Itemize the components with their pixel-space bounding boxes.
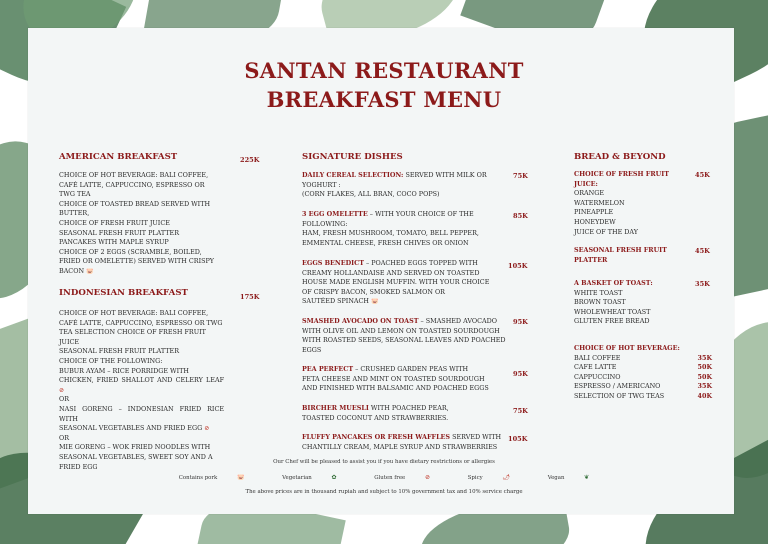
signature-item [302, 433, 507, 452]
signature-item [302, 171, 502, 200]
beverage-item: ESPRESSO / AMERICANO [574, 382, 661, 391]
bread-beyond-heading: BREAD & BEYOND [574, 152, 666, 162]
menu-line: NASI GORENG – INDONESIAN FRIED RICE WITH [59, 404, 224, 423]
vegan-icon: ❦ [584, 474, 590, 481]
dish-name: PEA PERFECT [302, 365, 354, 373]
menu-line-with-pork-icon [59, 267, 219, 277]
dish-description: – CRUSHED GARDEN PEAS WITH [353, 365, 469, 373]
legend-label: Vegan [547, 475, 565, 481]
allergy-note: Our Chef will be pleased to assist you if you have dietary restrictions or allergies [273, 459, 495, 465]
menu-line: FRIED OR OMELETTE) SERVED WITH CRISPY [59, 257, 215, 266]
dish-name: SMASHED AVOCADO ON TOAST [302, 317, 419, 325]
price-note: The above prices are in thousand rupiah and subject to 10% government tax and 10% service charge [245, 489, 523, 495]
menu-line: SEASONAL VEGETABLES, SWEET SOY AND A [59, 452, 213, 461]
dish-description: CREAMY HOLLANDAISE AND SERVED ON TOASTED [302, 268, 480, 277]
toast-item: WHOLEWHEAT TOAST [574, 307, 651, 316]
beverage-price: 50K [697, 372, 712, 381]
juice-item: ORANGE [574, 189, 605, 198]
beverage-price: 35K [697, 353, 712, 362]
beverage-title: CHOICE OF HOT BEVERAGE: [574, 344, 680, 352]
menu-line: CHOICE OF THE FOLLOWING: [59, 356, 163, 365]
toast-title: A BASKET OF TOAST: [574, 279, 653, 287]
menu-line: BUBUR AYAM – RICE PORRIDGE WITH [59, 366, 189, 375]
dish-description: (CORN FLAKES, ALL BRAN, COCO POPS) [302, 190, 440, 199]
juice-item: HONEYDEW [574, 217, 616, 226]
dish-description: EGGS [302, 345, 322, 354]
menu-title: BREAKFAST MENU [266, 87, 502, 112]
dish-description: WITH ROASTED SEEDS, SEASONAL LEAVES AND POACHED [302, 336, 506, 345]
signature-item [302, 259, 507, 307]
juice-price: 45K [695, 171, 710, 179]
menu-line: CHOICE OF TOASTED BREAD SERVED WITH [59, 199, 211, 208]
dish-description: – POACHED EGGS TOPPED WITH [363, 259, 478, 267]
menu-line: OR [59, 395, 70, 404]
dish-description: – WITH YOUR CHOICE OF THE [367, 210, 474, 218]
dish-description: FETA CHEESE AND MINT ON TOASTED SOURDOUGH [302, 374, 485, 383]
dish-name: FLUFFY PANCAKES OR FRESH WAFFLES [302, 433, 451, 441]
restaurant-title: SANTAN RESTAURANT [244, 58, 524, 83]
legend-pork [170, 475, 254, 481]
beverage-item: SELECTION OF TWG TEAS [574, 391, 665, 400]
menu-line: SEASONAL FRESH FRUIT PLATTER [59, 228, 180, 237]
beverage-item: CAFE LATTE [574, 363, 617, 372]
signature-item [302, 317, 507, 355]
beverage-item: BALI COFFEE [574, 353, 621, 362]
legend-vegetarian [273, 475, 345, 481]
menu-line: CAFÉ LATTE, CAPPUCCINO, ESPRESSO OR TWG [59, 318, 223, 327]
signature-item [302, 210, 502, 248]
gluten-free-icon: ⊘ [59, 386, 65, 394]
juice-item: JUICE OF THE DAY [574, 227, 638, 236]
menu-line: BACON [59, 266, 85, 275]
dish-description: WITH OLIVE OIL AND LEMON ON TOASTED SOURDOUGH [302, 326, 500, 335]
menu-line: FRIED EGG [59, 462, 98, 471]
indonesian-breakfast-description [59, 309, 224, 472]
menu-line: SEASONAL FRESH FRUIT PLATTER [59, 347, 180, 356]
dietary-legend [0, 474, 768, 481]
beverage-price: 40K [697, 391, 712, 400]
menu-line: CHOICE OF 2 EGGS (SCRAMBLE, BOILED, [59, 247, 202, 256]
legend-label: Contains pork [178, 475, 218, 481]
dish-description: HOUSE MADE ENGLISH MUFFIN. WITH YOUR CHOICE [302, 278, 490, 287]
gluten-free-icon: ⊘ [424, 474, 430, 481]
menu-line: BUTTER, [59, 209, 90, 218]
legend-label: Gluten free [374, 475, 406, 481]
dish-description: – SMASHED AVOCADO [418, 317, 497, 325]
dish-description: SAUTÉED SPINACH [302, 297, 369, 306]
menu-line: TEA SELECTION CHOICE OF FRESH FRUIT [59, 328, 206, 337]
dish-price: 105K [508, 262, 528, 270]
legend-spicy [459, 475, 519, 481]
menu-line-with-gluten-icon [59, 424, 224, 434]
dish-price: 75K [513, 172, 528, 180]
platter-price: 45K [695, 247, 710, 255]
toast-item: WHITE TOAST [574, 288, 623, 297]
dish-description: FOLLOWING: [302, 219, 348, 228]
platter-title: SEASONAL FRESH FRUIT [574, 246, 667, 254]
pork-icon: 🐷 [86, 267, 94, 275]
dish-price: 95K [513, 318, 528, 326]
vegetarian-icon: ✿ [331, 474, 337, 481]
dish-description: SERVED WITH MILK OR [403, 171, 487, 179]
menu-line: PANCAKES WITH MAPLE SYRUP [59, 238, 169, 247]
juice-title: JUICE: [574, 179, 598, 188]
beverage-prices [692, 354, 712, 402]
menu-line-with-gluten-icon [59, 376, 224, 395]
legend-label: Vegetarian [282, 475, 312, 481]
menu-line: JUICE [59, 337, 80, 346]
menu-line: SEASONAL VEGETABLES AND FRIED EGG [59, 424, 203, 433]
chili-icon: 🌶 [502, 474, 510, 481]
indonesian-breakfast-heading: INDONESIAN BREAKFAST [59, 288, 188, 298]
american-breakfast-price: 225K [240, 156, 260, 164]
toast-item: BROWN TOAST [574, 298, 626, 307]
pork-icon: 🐷 [371, 298, 379, 306]
toast-section [574, 279, 684, 327]
dish-name: 3 EGG OMELETTE [302, 210, 368, 218]
pork-icon: 🐷 [236, 474, 245, 481]
dish-description: YOGHURT : [302, 180, 341, 189]
dish-description: AND FINISHED WITH BALSAMIC AND POACHED EGGS [302, 384, 489, 393]
dish-name: DAILY CEREAL SELECTION: [302, 171, 404, 179]
juice-item: WATERMELON [574, 198, 625, 207]
dish-description: EMMENTAL CHEESE, FRESH CHIVES OR ONION [302, 238, 469, 247]
hot-beverage-section [574, 344, 684, 402]
dish-name: BIRCHER MUESLI [302, 404, 369, 412]
indonesian-breakfast-price: 175K [240, 293, 260, 301]
toast-item: GLUTEN FREE BREAD [574, 317, 650, 326]
dish-price: 95K [513, 370, 528, 378]
dish-description: HAM, FRESH MUSHROOM, TOMATO, BELL PEPPER, [302, 229, 479, 238]
legend-label: Spicy [467, 475, 483, 481]
gluten-free-icon: ⊘ [204, 425, 210, 433]
menu-line: CAFÉ LATTE, CAPPUCCINO, ESPRESSO OR [59, 180, 205, 189]
american-breakfast-description [59, 171, 219, 277]
dish-price: 85K [513, 212, 528, 220]
american-breakfast-heading: AMERICAN BREAKFAST [59, 152, 178, 162]
toast-price: 35K [695, 280, 710, 288]
dish-description: CHANTILLY CREAM, MAPLE SYRUP AND STRAWBERRIES [302, 442, 498, 451]
beverage-price: 35K [697, 382, 712, 391]
fresh-juice-section [574, 170, 684, 237]
menu-line: CHICKEN, FRIED SHALLOT AND CELERY LEAF [59, 376, 224, 385]
signature-item [302, 404, 502, 423]
menu-line: TWG TEA [59, 190, 91, 199]
signature-dishes-heading: SIGNATURE DISHES [302, 152, 403, 162]
menu-line: OR [59, 433, 70, 442]
platter-title: PLATTER [574, 255, 608, 264]
juice-item: PINEAPPLE [574, 208, 614, 217]
beverage-price: 50K [697, 363, 712, 372]
beverage-item: CAPPUCCINO [574, 372, 621, 381]
dish-name: EGGS BENEDICT [302, 259, 364, 267]
dish-description: TOASTED COCONUT AND STRAWBERRIES. [302, 413, 449, 422]
dish-price: 105K [508, 435, 528, 443]
menu-line: CHOICE OF HOT BEVERAGE: BALI COFFEE, [59, 171, 209, 179]
menu-line: CHOICE OF FRESH FRUIT JUICE [59, 218, 170, 227]
legend-vegan [539, 475, 598, 481]
menu-line: CHOICE OF HOT BEVERAGE: BALI COFFEE, [59, 309, 209, 317]
dish-description: OF CRISPY BACON, SMOKED SALMON OR [302, 287, 445, 296]
juice-title: CHOICE OF FRESH FRUIT [574, 170, 669, 178]
dish-description: WITH POACHED PEAR, [368, 404, 449, 412]
legend-gluten-free [365, 475, 439, 481]
menu-line: MIE GORENG – WOK FRIED NOODLES WITH [59, 443, 211, 452]
signature-item [302, 365, 502, 394]
fruit-platter-section [574, 246, 684, 265]
dish-price: 75K [513, 407, 528, 415]
dish-description: SERVED WITH [450, 433, 502, 441]
